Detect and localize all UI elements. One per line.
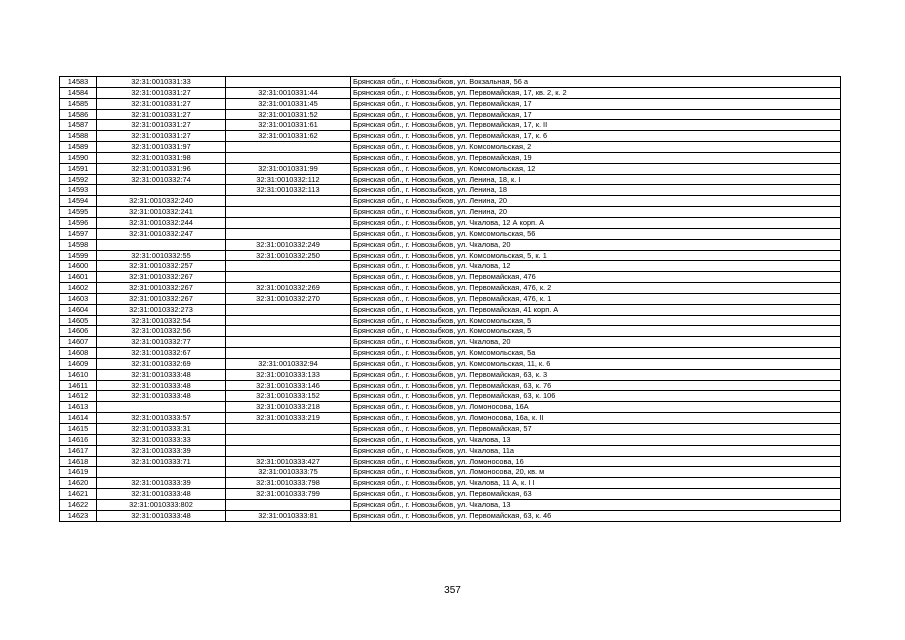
table-row [60, 358, 841, 369]
table-row [60, 369, 841, 380]
cadastral-number-cell: 32:31:0010332:257 [97, 261, 226, 272]
address-cell: Брянская обл., г. Новозыбков, ул. Комсомольская, 56 [351, 228, 841, 239]
registry-table-body [60, 77, 841, 522]
row-number-cell: 14616 [60, 434, 97, 445]
address-cell: Брянская обл., г. Новозыбков, ул. Комсомольская, 5 [351, 315, 841, 326]
object-cadastral-number-cell: 32:31:0010332:112 [226, 174, 351, 185]
row-number-cell: 14604 [60, 304, 97, 315]
object-cadastral-number-cell: 32:31:0010333:799 [226, 489, 351, 500]
object-cadastral-number-cell [226, 434, 351, 445]
object-cadastral-number-cell [226, 326, 351, 337]
row-number-cell: 14603 [60, 293, 97, 304]
row-number-cell: 14609 [60, 358, 97, 369]
address-cell: Брянская обл., г. Новозыбков, ул. Чкалова, 20 [351, 239, 841, 250]
row-number-cell: 14593 [60, 185, 97, 196]
cadastral-number-cell: 32:31:0010332:247 [97, 228, 226, 239]
row-number-cell: 14607 [60, 337, 97, 348]
object-cadastral-number-cell: 32:31:0010333:219 [226, 413, 351, 424]
table-row [60, 326, 841, 337]
address-cell: Брянская обл., г. Новозыбков, ул. Чкалова, 13 [351, 499, 841, 510]
object-cadastral-number-cell [226, 228, 351, 239]
cadastral-number-cell: 32:31:0010333:57 [97, 413, 226, 424]
table-row [60, 272, 841, 283]
row-number-cell: 14612 [60, 391, 97, 402]
cadastral-number-cell: 32:31:0010331:27 [97, 87, 226, 98]
table-row [60, 120, 841, 131]
row-number-cell: 14620 [60, 478, 97, 489]
object-cadastral-number-cell: 32:31:0010332:113 [226, 185, 351, 196]
address-cell: Брянская обл., г. Новозыбков, ул. Чкалова, 12 [351, 261, 841, 272]
cadastral-number-cell: 32:31:0010332:241 [97, 207, 226, 218]
cadastral-number-cell: 32:31:0010331:33 [97, 77, 226, 88]
cadastral-number-cell: 32:31:0010332:244 [97, 217, 226, 228]
cadastral-number-cell: 32:31:0010333:48 [97, 369, 226, 380]
table-row [60, 445, 841, 456]
address-cell: Брянская обл., г. Новозыбков, ул. Первомайская, 17, к. II [351, 120, 841, 131]
object-cadastral-number-cell: 32:31:0010333:133 [226, 369, 351, 380]
row-number-cell: 14588 [60, 131, 97, 142]
table-row [60, 510, 841, 521]
table-row [60, 315, 841, 326]
cadastral-number-cell: 32:31:0010332:267 [97, 283, 226, 294]
table-row [60, 250, 841, 261]
row-number-cell: 14597 [60, 228, 97, 239]
table-row [60, 402, 841, 413]
row-number-cell: 14592 [60, 174, 97, 185]
cadastral-number-cell: 32:31:0010332:267 [97, 293, 226, 304]
cadastral-number-cell: 32:31:0010333:48 [97, 489, 226, 500]
address-cell: Брянская обл., г. Новозыбков, ул. Первомайская, 17, кв. 2, к. 2 [351, 87, 841, 98]
address-cell: Брянская обл., г. Новозыбков, ул. Первомайская, 19 [351, 152, 841, 163]
row-number-cell: 14589 [60, 142, 97, 153]
address-cell: Брянская обл., г. Новозыбков, ул. Первомайская, 476 [351, 272, 841, 283]
object-cadastral-number-cell: 32:31:0010333:152 [226, 391, 351, 402]
address-cell: Брянская обл., г. Новозыбков, ул. Чкалова, 12 А корп. А [351, 217, 841, 228]
object-cadastral-number-cell: 32:31:0010331:52 [226, 109, 351, 120]
cadastral-number-cell: 32:31:0010332:240 [97, 196, 226, 207]
table-row [60, 185, 841, 196]
address-cell: Брянская обл., г. Новозыбков, ул. Чкалова, 11 А, к. I I [351, 478, 841, 489]
object-cadastral-number-cell [226, 207, 351, 218]
address-cell: Брянская обл., г. Новозыбков, ул. Первомайская, 57 [351, 424, 841, 435]
cadastral-number-cell [97, 185, 226, 196]
cadastral-number-cell: 32:31:0010333:48 [97, 391, 226, 402]
table-row [60, 196, 841, 207]
address-cell: Брянская обл., г. Новозыбков, ул. Чкалова, 20 [351, 337, 841, 348]
address-cell: Брянская обл., г. Новозыбков, ул. Первомайская, 17 [351, 98, 841, 109]
address-cell: Брянская обл., г. Новозыбков, ул. Первомайская, 476, к. 1 [351, 293, 841, 304]
address-cell: Брянская обл., г. Новозыбков, ул. Вокзальная, 56 а [351, 77, 841, 88]
row-number-cell: 14623 [60, 510, 97, 521]
address-cell: Брянская обл., г. Новозыбков, ул. Ленина, 18, к. I [351, 174, 841, 185]
object-cadastral-number-cell [226, 304, 351, 315]
address-cell: Брянская обл., г. Новозыбков, ул. Первомайская, 63, к. 46 [351, 510, 841, 521]
address-cell: Брянская обл., г. Новозыбков, ул. Ломоносова, 16а, к. II [351, 413, 841, 424]
object-cadastral-number-cell [226, 424, 351, 435]
address-cell: Брянская обл., г. Новозыбков, ул. Первомайская, 17, к. 6 [351, 131, 841, 142]
table-row [60, 424, 841, 435]
table-row [60, 293, 841, 304]
object-cadastral-number-cell [226, 499, 351, 510]
cadastral-number-cell: 32:31:0010332:56 [97, 326, 226, 337]
row-number-cell: 14584 [60, 87, 97, 98]
row-number-cell: 14594 [60, 196, 97, 207]
object-cadastral-number-cell: 32:31:0010331:44 [226, 87, 351, 98]
object-cadastral-number-cell: 32:31:0010331:45 [226, 98, 351, 109]
cadastral-number-cell: 32:31:0010333:39 [97, 445, 226, 456]
table-row [60, 131, 841, 142]
cadastral-number-cell: 32:31:0010332:54 [97, 315, 226, 326]
cadastral-number-cell [97, 467, 226, 478]
object-cadastral-number-cell: 32:31:0010333:146 [226, 380, 351, 391]
table-row [60, 456, 841, 467]
cadastral-number-cell: 32:31:0010333:33 [97, 434, 226, 445]
row-number-cell: 14585 [60, 98, 97, 109]
cadastral-number-cell: 32:31:0010333:31 [97, 424, 226, 435]
object-cadastral-number-cell [226, 272, 351, 283]
cadastral-number-cell: 32:31:0010332:55 [97, 250, 226, 261]
table-row [60, 434, 841, 445]
object-cadastral-number-cell [226, 217, 351, 228]
cadastral-number-cell: 32:31:0010332:74 [97, 174, 226, 185]
row-number-cell: 14614 [60, 413, 97, 424]
object-cadastral-number-cell: 32:31:0010333:75 [226, 467, 351, 478]
table-row [60, 163, 841, 174]
row-number-cell: 14618 [60, 456, 97, 467]
object-cadastral-number-cell: 32:31:0010332:250 [226, 250, 351, 261]
object-cadastral-number-cell: 32:31:0010333:81 [226, 510, 351, 521]
table-row [60, 283, 841, 294]
cadastral-number-cell: 32:31:0010331:98 [97, 152, 226, 163]
table-row [60, 467, 841, 478]
table-row [60, 348, 841, 359]
table-row [60, 77, 841, 88]
row-number-cell: 14619 [60, 467, 97, 478]
object-cadastral-number-cell: 32:31:0010332:94 [226, 358, 351, 369]
row-number-cell: 14611 [60, 380, 97, 391]
address-cell: Брянская обл., г. Новозыбков, ул. Первомайская, 63 [351, 489, 841, 500]
cadastral-number-cell: 32:31:0010332:273 [97, 304, 226, 315]
address-cell: Брянская обл., г. Новозыбков, ул. Чкалова, 11а [351, 445, 841, 456]
address-cell: Брянская обл., г. Новозыбков, ул. Первомайская, 17 [351, 109, 841, 120]
object-cadastral-number-cell [226, 315, 351, 326]
object-cadastral-number-cell: 32:31:0010331:62 [226, 131, 351, 142]
address-cell: Брянская обл., г. Новозыбков, ул. Ломоносова, 16 [351, 456, 841, 467]
address-cell: Брянская обл., г. Новозыбков, ул. Ломоносова, 16А [351, 402, 841, 413]
address-cell: Брянская обл., г. Новозыбков, ул. Первомайская, 63, к. 76 [351, 380, 841, 391]
row-number-cell: 14610 [60, 369, 97, 380]
row-number-cell: 14621 [60, 489, 97, 500]
address-cell: Брянская обл., г. Новозыбков, ул. Комсомольская, 5 [351, 326, 841, 337]
object-cadastral-number-cell: 32:31:0010333:427 [226, 456, 351, 467]
row-number-cell: 14583 [60, 77, 97, 88]
object-cadastral-number-cell [226, 142, 351, 153]
table-row [60, 152, 841, 163]
row-number-cell: 14617 [60, 445, 97, 456]
object-cadastral-number-cell [226, 261, 351, 272]
cadastral-number-cell: 32:31:0010333:39 [97, 478, 226, 489]
row-number-cell: 14587 [60, 120, 97, 131]
cadastral-number-cell: 32:31:0010331:27 [97, 131, 226, 142]
row-number-cell: 14602 [60, 283, 97, 294]
address-cell: Брянская обл., г. Новозыбков, ул. Ленина, 20 [351, 196, 841, 207]
address-cell: Брянская обл., г. Новозыбков, ул. Комсомольская, 5а [351, 348, 841, 359]
table-row [60, 98, 841, 109]
table-row [60, 87, 841, 98]
cadastral-number-cell: 32:31:0010333:71 [97, 456, 226, 467]
table-row [60, 217, 841, 228]
row-number-cell: 14586 [60, 109, 97, 120]
address-cell: Брянская обл., г. Новозыбков, ул. Комсомольская, 5, к. 1 [351, 250, 841, 261]
address-cell: Брянская обл., г. Новозыбков, ул. Чкалова, 13 [351, 434, 841, 445]
table-row [60, 413, 841, 424]
row-number-cell: 14595 [60, 207, 97, 218]
table-row [60, 499, 841, 510]
row-number-cell: 14600 [60, 261, 97, 272]
cadastral-number-cell: 32:31:0010331:27 [97, 98, 226, 109]
address-cell: Брянская обл., г. Новозыбков, ул. Ломоносова, 20, кв. м [351, 467, 841, 478]
row-number-cell: 14591 [60, 163, 97, 174]
table-row [60, 478, 841, 489]
address-cell: Брянская обл., г. Новозыбков, ул. Первомайская, 41 корп. А [351, 304, 841, 315]
object-cadastral-number-cell: 32:31:0010332:270 [226, 293, 351, 304]
object-cadastral-number-cell: 32:31:0010331:99 [226, 163, 351, 174]
cadastral-number-cell: 32:31:0010331:96 [97, 163, 226, 174]
page-number: 357 [444, 585, 461, 596]
cadastral-number-cell: 32:31:0010331:27 [97, 109, 226, 120]
cadastral-number-cell: 32:31:0010331:97 [97, 142, 226, 153]
address-cell: Брянская обл., г. Новозыбков, ул. Первомайская, 476, к. 2 [351, 283, 841, 294]
table-row [60, 304, 841, 315]
row-number-cell: 14622 [60, 499, 97, 510]
object-cadastral-number-cell [226, 77, 351, 88]
row-number-cell: 14605 [60, 315, 97, 326]
address-cell: Брянская обл., г. Новозыбков, ул. Первомайская, 63, к. 3 [351, 369, 841, 380]
row-number-cell: 14596 [60, 217, 97, 228]
table-row [60, 142, 841, 153]
cadastral-number-cell: 32:31:0010332:67 [97, 348, 226, 359]
cadastral-number-cell [97, 402, 226, 413]
table-row [60, 239, 841, 250]
row-number-cell: 14598 [60, 239, 97, 250]
object-cadastral-number-cell: 32:31:0010333:798 [226, 478, 351, 489]
object-cadastral-number-cell: 32:31:0010332:249 [226, 239, 351, 250]
object-cadastral-number-cell [226, 445, 351, 456]
address-cell: Брянская обл., г. Новозыбков, ул. Первомайская, 63, к. 106 [351, 391, 841, 402]
row-number-cell: 14601 [60, 272, 97, 283]
row-number-cell: 14615 [60, 424, 97, 435]
registry-table [59, 76, 841, 522]
address-cell: Брянская обл., г. Новозыбков, ул. Комсомольская, 12 [351, 163, 841, 174]
object-cadastral-number-cell: 32:31:0010331:61 [226, 120, 351, 131]
table-row [60, 207, 841, 218]
address-cell: Брянская обл., г. Новозыбков, ул. Комсомольская, 2 [351, 142, 841, 153]
table-row [60, 380, 841, 391]
cadastral-number-cell: 32:31:0010331:27 [97, 120, 226, 131]
object-cadastral-number-cell [226, 337, 351, 348]
cadastral-number-cell: 32:31:0010333:802 [97, 499, 226, 510]
row-number-cell: 14590 [60, 152, 97, 163]
cadastral-number-cell: 32:31:0010333:48 [97, 380, 226, 391]
cadastral-number-cell: 32:31:0010332:267 [97, 272, 226, 283]
object-cadastral-number-cell: 32:31:0010332:269 [226, 283, 351, 294]
cadastral-number-cell [97, 239, 226, 250]
cadastral-number-cell: 32:31:0010332:69 [97, 358, 226, 369]
address-cell: Брянская обл., г. Новозыбков, ул. Ленина, 20 [351, 207, 841, 218]
cadastral-number-cell: 32:31:0010332:77 [97, 337, 226, 348]
address-cell: Брянская обл., г. Новозыбков, ул. Ленина, 18 [351, 185, 841, 196]
address-cell: Брянская обл., г. Новозыбков, ул. Комсомольская, 11, к. 6 [351, 358, 841, 369]
table-row [60, 228, 841, 239]
table-row [60, 109, 841, 120]
table-row [60, 337, 841, 348]
table-row [60, 174, 841, 185]
cadastral-number-cell: 32:31:0010333:48 [97, 510, 226, 521]
table-row [60, 261, 841, 272]
row-number-cell: 14608 [60, 348, 97, 359]
table-row [60, 391, 841, 402]
object-cadastral-number-cell [226, 196, 351, 207]
object-cadastral-number-cell: 32:31:0010333:218 [226, 402, 351, 413]
row-number-cell: 14606 [60, 326, 97, 337]
row-number-cell: 14613 [60, 402, 97, 413]
row-number-cell: 14599 [60, 250, 97, 261]
table-row [60, 489, 841, 500]
object-cadastral-number-cell [226, 348, 351, 359]
object-cadastral-number-cell [226, 152, 351, 163]
